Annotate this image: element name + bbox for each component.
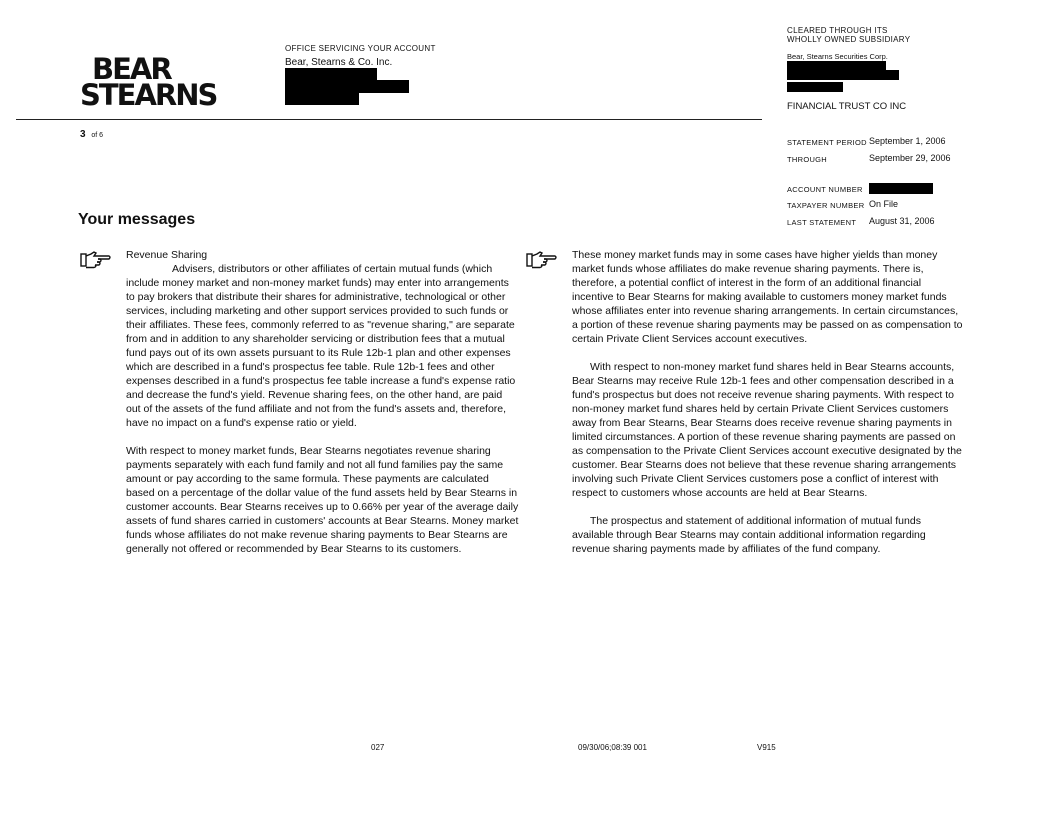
last-statement-value: August 31, 2006 bbox=[869, 216, 935, 226]
redacted-client-1 bbox=[787, 61, 886, 70]
redacted-address-3 bbox=[285, 93, 359, 105]
redacted-client-2 bbox=[787, 70, 899, 80]
taxpayer-number-value: On File bbox=[869, 199, 899, 209]
page-total: of 6 bbox=[91, 132, 104, 139]
through-label: THROUGH bbox=[787, 155, 828, 164]
messages-heading: Your messages bbox=[78, 211, 196, 228]
pointing-hand-icon bbox=[526, 251, 558, 269]
through-value: September 29, 2006 bbox=[869, 153, 951, 163]
cleared-line-2: WHOLLY OWNED SUBSIDIARY bbox=[787, 35, 911, 44]
message-right-column bbox=[572, 248, 964, 556]
page-number: 3 bbox=[80, 129, 86, 140]
taxpayer-number-label: TAXPAYER NUMBER bbox=[787, 201, 865, 210]
statement-period-value: September 1, 2006 bbox=[869, 136, 946, 146]
footer-timestamp: 09/30/06;08:39 001 bbox=[578, 743, 647, 752]
logo-line-2: STEARNS bbox=[80, 78, 217, 112]
redacted-client-3 bbox=[787, 82, 843, 92]
redacted-account-number bbox=[869, 183, 933, 194]
last-statement-label: LAST STATEMENT bbox=[787, 218, 857, 227]
redacted-address-1 bbox=[285, 68, 377, 80]
account-number-label: ACCOUNT NUMBER bbox=[787, 185, 863, 194]
page-indicator bbox=[80, 129, 103, 140]
footer-version: V915 bbox=[757, 743, 776, 752]
message-title: Revenue Sharing bbox=[126, 249, 208, 261]
cleared-line-1: CLEARED THROUGH ITS bbox=[787, 26, 888, 35]
clearing-company: Bear, Stearns Securities Corp. bbox=[787, 52, 888, 61]
message-left-column bbox=[126, 248, 519, 556]
header-rule bbox=[16, 119, 762, 120]
redacted-address-2 bbox=[285, 80, 409, 93]
office-name: Bear, Stearns & Co. Inc. bbox=[285, 57, 393, 68]
pointing-hand-icon bbox=[80, 251, 112, 269]
message-paragraph: With respect to non-money market fund shares held in Bear Stearns accounts, Bear Stearns may receive Rule 12b-1 fees and other compensation described in a fund's prospectus but does not receive revenue sharing payments. With respect to non-money market fund shares held by certain Private Client Services customers away from Bear Stearns, Bear Stearns does receive revenue sharing payments in limited circumstances. A portion of these revenue sharing payments are passed on as compensation to the Private Client Services account executive designated by the customer. Bear Stearns does not believe that these revenue sharing arrangements involving such Private Client Services customers pose a conflict of interest with respect to customers whose accounts are held at Bear Stearns. bbox=[572, 361, 962, 499]
message-paragraph: With respect to money market funds, Bear Stearns negotiates revenue sharing payments separately with each fund family and not all fund families pay the same amount or pay according to the same formula. These payments are calculated based on a percentage of the dollar value of the fund assets held by Bear Stearns in customer accounts. Bear Stearns receives up to 0.66% per year of the average daily assets of fund shares carried in customers' accounts at Bear Stearns. Money market funds whose affiliates do not make revenue sharing payments to Bear Stearns are generally not offered or recommended by Bear Stearns to its customers. bbox=[126, 445, 519, 555]
office-label: OFFICE SERVICING YOUR ACCOUNT bbox=[285, 44, 436, 53]
logo-line-1: BEAR bbox=[92, 52, 171, 86]
trust-name: FINANCIAL TRUST CO INC bbox=[787, 101, 907, 112]
message-paragraph: The prospectus and statement of additional information of mutual funds available through Bear Stearns may contain additional information regarding revenue sharing payments made by affiliates of the fund company. bbox=[572, 515, 926, 555]
statement-period-label: STATEMENT PERIOD bbox=[787, 138, 867, 147]
bear-stearns-logo bbox=[80, 52, 217, 112]
footer-code: 027 bbox=[371, 743, 385, 752]
message-paragraph: Advisers, distributors or other affiliates of certain mutual funds (which include money market and non-money market funds) may enter into arrangements to pay brokers that distribute their shares for administrative, technological or other services, including marketing and other support services provided to such funds or their affiliates. These fees, commonly referred to as "revenue sharing," are separate from and in addition to any shareholder servicing or distribution fees that a mutual fund pays out of its own assets pursuant to its Rule 12b-1 plan and other expenses which are described in a fund's prospectus fee table. Rule 12b-1 fees and other expenses described in a fund's prospectus fee table increase a fund's expense ratio and decrease the fund's yield. Revenue sharing fees, on the other hand, are paid out of the assets of the fund affiliate and not from the fund's assets and, therefore, have no impact on a fund's expense ratio or yield. bbox=[126, 263, 516, 429]
message-paragraph: These money market funds may in some cases have higher yields than money market funds whose affiliates do make revenue sharing payments. There is, therefore, a potential conflict of interest in the form of an additional financial incentive to Bear Stearns for making available to customers money market funds whose affiliates enter into revenue sharing arrangements. In certain circumstances, a portion of these revenue sharing payments may be passed on as compensation to certain Private Client Services account executives. bbox=[572, 249, 963, 345]
